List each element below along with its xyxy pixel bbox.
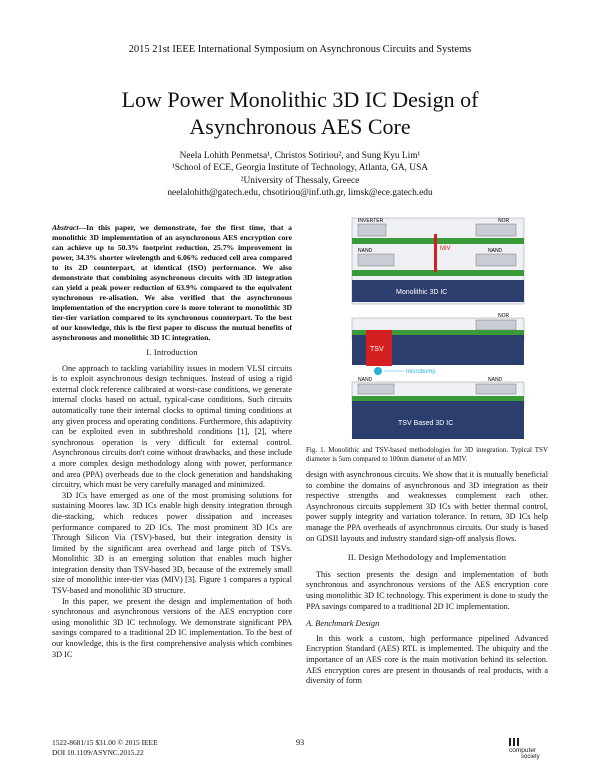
- intro-paragraph-1: One approach to tackling variability issues in modern VLSI circuits is to exploit asynchronous design techniques. Instead of using a rigid external clock reference calibrated at worst-case conditions, we generate internal clocks based on actual, typical-case conditions. Such circuits automatically tune their internal clocks to optimal timing conditions at any given process and operating conditions. Furthermore, this adaptivity can be exploited even in subthreshold conditions [1], [2], where synchronous operation is very difficult for external control. Asynchronous circuits don't come without drawbacks, and these include a more complex design methodology along with power, performance and area (PPA) overheads due to the clock generation and handshaking circuitry, which must be very carefully managed and minimized.: [52, 363, 292, 490]
- abstract: [52, 223, 292, 343]
- benchmark-paragraph-1: In this work a custom, high performance pipelined Advanced Encryption Standard (AES) RTL is implemented. The ubiquity and the importance of an AES core is the main motivation behind its selection. AES encryption cores are present in thousands of real products, with a diversity of form: [306, 633, 548, 686]
- section-heading-design: II. Design Methodology and Implementation: [347, 553, 507, 563]
- label-nand-tsv-right: NAND: [488, 377, 503, 383]
- subsection-heading-benchmark: A. Benchmark Design: [306, 619, 380, 629]
- logo-bar-3: [517, 738, 519, 746]
- tsv-lower-layer: [352, 396, 524, 401]
- title-line-1: Low Power Monolithic 3D IC Design of: [121, 87, 479, 112]
- paper-title: [60, 86, 540, 140]
- tier2-layer: [352, 270, 524, 276]
- microbump: [374, 367, 382, 375]
- figure-caption: Fig. 1. Monolithic and TSV-based methodologies for 3D integration. Typical TSV diameter is 5um compared to 100nm diameter of an MIV.: [306, 446, 548, 463]
- author-block: [60, 150, 540, 200]
- label-microbump: microbump: [406, 369, 436, 375]
- logo-bar-1: [509, 738, 511, 746]
- label-tsv: TSV: [370, 346, 384, 353]
- footer-issn: 1522-8681/15 $31.00 © 2015 IEEE: [52, 738, 158, 747]
- ieee-computer-society-logo: [507, 736, 551, 760]
- author-emails: neelalohith@gatech.edu, chsotiriou@inf.uth.gr, limsk@ece.gatech.edu: [167, 188, 433, 199]
- title-line-2: Asynchronous AES Core: [189, 114, 411, 139]
- affiliation-1: ¹School of ECE, Georgia Institute of Technology, Atlanta, GA, USA: [171, 163, 429, 174]
- author-names: Neela Lohith Penmetsa¹, Christos Sotiriou², and Sung Kyu Lim¹: [179, 151, 421, 161]
- inverter-cell: [358, 224, 386, 236]
- tier1-layer: [352, 238, 524, 244]
- nand-cell-left: [358, 254, 394, 266]
- label-nand-left: NAND: [358, 248, 373, 254]
- logo-icon: [507, 736, 551, 760]
- footer-doi: DOI 10.1109/ASYNC.2015.22: [52, 747, 144, 757]
- nand-cell-right: [476, 254, 516, 266]
- label-nand-tsv-left: NAND: [358, 377, 373, 383]
- design-paragraph-1: This section presents the design and implementation of both synchronous and asynchronous versions of the AES encryption core using monolithic 3D IC technology. This experiment is done to study the PPA savings compared to a traditional 2D IC implementation.: [306, 569, 548, 611]
- abstract-label: Abstract: [52, 223, 79, 232]
- affiliation-2: ²University of Thessaly, Greece: [240, 175, 360, 186]
- abstract-text: —In this paper, we demonstrate, for the first time, that a monolithic 3D implementation of an asynchronous AES encryption core can achieve up to 50.3% footprint reduction, 25.7% improvement in power, 34.3% shorter wirelength and 6.06% reduced cell area compared to its 2D counterpart, at identical (ISO) performance. We also demonstrate that combining asynchronous circuits with 3D integration can yield a peak power reduction of 63.9% compared to the equivalent synchronous re-alisation. We also verified that the asynchronous implementation of the encryption core is more tolerant to monolithic 3D tier-tier variation compared to its synchronous counterpart. To the best of our knowledge, this is the first paper to discuss the mutual benefits of asynchronous and monolithic 3D IC integration.: [52, 223, 292, 342]
- nor-cell-tsv: [476, 320, 516, 330]
- nand-cell-tsv-right: [476, 384, 516, 394]
- conference-header: 2015 21st IEEE International Symposium on Asynchronous Circuits and Systems: [128, 44, 472, 55]
- right-paragraph-1: design with asynchronous circuits. We show that it is mutually beneficial to combine the domains of asynchronous and 3D integration as their respective strengths and weaknesses complement each other. Asynchronous circuits supplement 3D ICs with better thermal control, power supply integrity and variation tolerance. In return, 3D ICs help manage the PPA overheads of asynchronous circuits. Our study is based on GDSII layouts and industry standard sign-off analysis flows.: [306, 470, 548, 543]
- right-column: [306, 470, 548, 687]
- nor-cell-top: [476, 224, 516, 236]
- miv-via: [434, 234, 437, 272]
- logo-bar-2: [513, 738, 515, 746]
- figure-1: [348, 214, 528, 444]
- intro-section: [52, 348, 292, 660]
- label-nor-tsv: NOR: [498, 313, 510, 319]
- label-monolithic: Monolithic 3D IC: [396, 289, 448, 296]
- label-miv: MIV: [440, 246, 451, 252]
- logo-text-society: society: [521, 754, 540, 760]
- label-nand-right: NAND: [488, 248, 503, 254]
- logo-text-computer: computer: [509, 747, 537, 754]
- nand-cell-tsv-left: [358, 384, 394, 394]
- intro-paragraph-3: In this paper, we present the design and implementation of both synchronous and asynchronous versions of the AES encryption core using monolithic 3D IC technology. We demonstrate significant PPA savings compared to a traditional 2D IC implementation. To the best of our knowledge, this is the first comprehensive analysis which combines 3D IC: [52, 596, 292, 659]
- section-heading-intro: I. Introduction: [146, 348, 198, 357]
- page-number: 93: [295, 738, 305, 747]
- label-inverter: INVERTER: [358, 218, 384, 224]
- label-nor-top: NOR: [498, 218, 510, 224]
- label-tsv-based: TSV Based 3D IC: [398, 420, 454, 427]
- intro-paragraph-2: 3D ICs have emerged as one of the most promising solutions for sustaining Moores law. 3D ICs enable high density integration through die-stacking, which reduces power dissipation and increases performance compared to 2D ICs. The most prominent 3D ICs are Through Silicon Via (TSV)-based, but their integration density is limited by the significant area overhead and large pitch of TSVs. Monolithic 3D is an emerging solution that enables much higher integration density than TSV-based 3D, because of the extremely small size of monolithic inter-tier vias (MIV) [3]. Figure 1 compares a typical TSV-based and monolithic 3D structure.: [52, 490, 292, 596]
